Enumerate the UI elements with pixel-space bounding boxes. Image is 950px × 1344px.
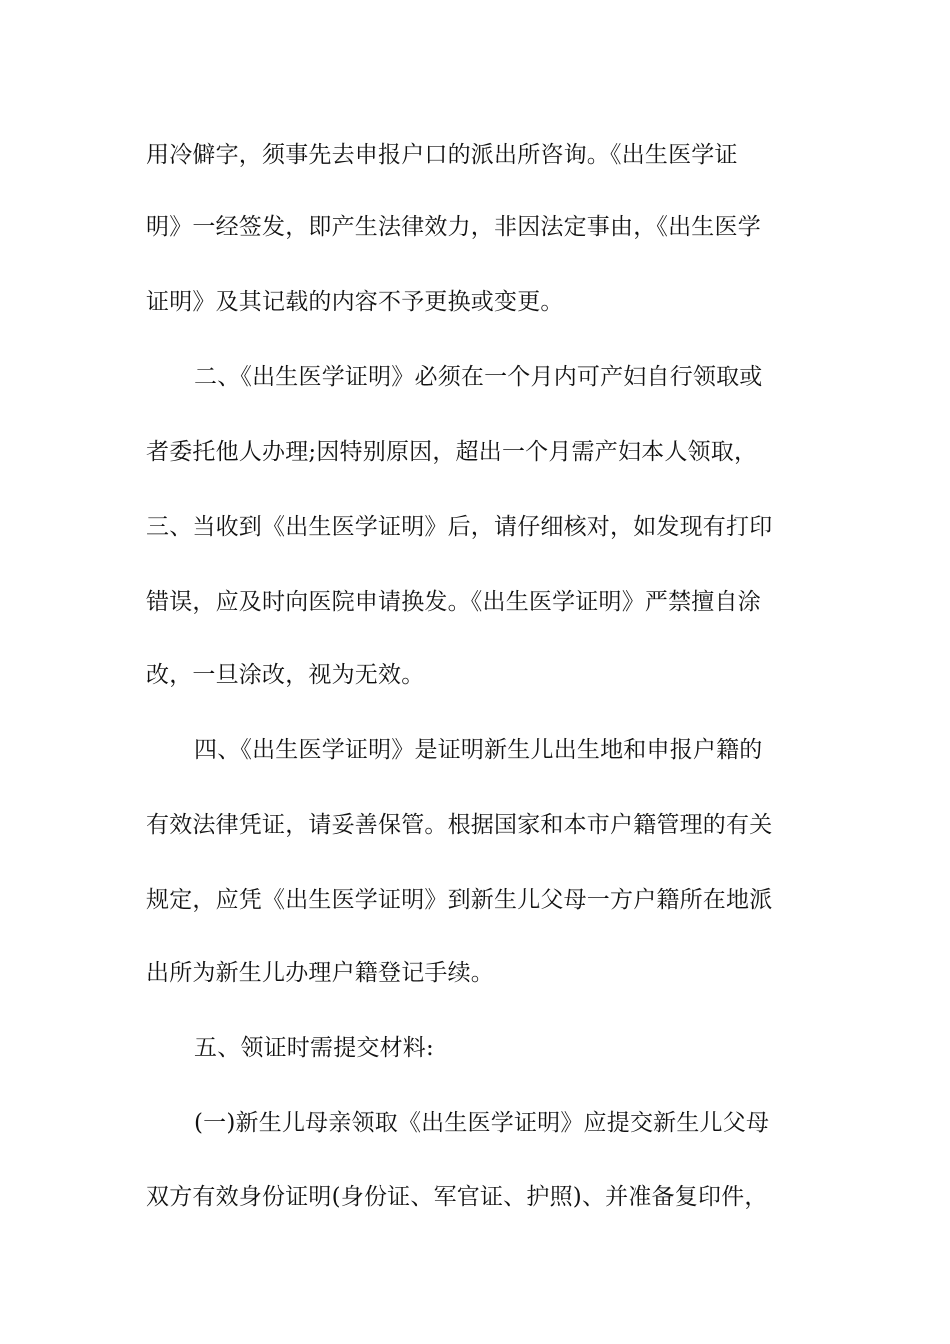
- text-line-12: 出所为新生儿办理户籍登记手续。: [146, 960, 494, 986]
- text-line-3: 证明》及其记载的内容不予更换或变更。: [146, 289, 564, 315]
- text-line-7: 错误，应及时向医院申请换发。《出生医学证明》严禁擅自涂: [146, 589, 761, 615]
- text-line-14: (一)新生儿母亲领取《出生医学证明》应提交新生儿父母: [194, 1110, 770, 1136]
- text-line-6: 三、当收到《出生医学证明》后，请仔细核对，如发现有打印: [146, 514, 773, 540]
- text-line-11: 规定，应凭《出生医学证明》到新生儿父母一方户籍所在地派: [146, 887, 773, 913]
- text-line-10: 有效法律凭证，请妥善保管。根据国家和本市户籍管理的有关: [146, 812, 773, 838]
- text-line-5: 者委托他人办理;因特别原因，超出一个月需产妇本人领取，: [146, 439, 758, 465]
- text-line-9: 四、《出生医学证明》是证明新生儿出生地和申报户籍的: [194, 737, 763, 763]
- text-line-4: 二、《出生医学证明》必须在一个月内可产妇自行领取或: [194, 364, 763, 390]
- text-line-15: 双方有效身份证明(身份证、军官证、护照)、并准备复印件，: [146, 1184, 768, 1210]
- text-line-2: 明》一经签发，即产生法律效力，非因法定事由，《出生医学: [146, 214, 761, 240]
- text-line-13: 五、领证时需提交材料:: [194, 1035, 434, 1061]
- text-line-1: 用冷僻字，须事先去申报户口的派出所咨询。《出生医学证: [146, 142, 738, 168]
- text-line-8: 改，一旦涂改，视为无效。: [146, 662, 425, 688]
